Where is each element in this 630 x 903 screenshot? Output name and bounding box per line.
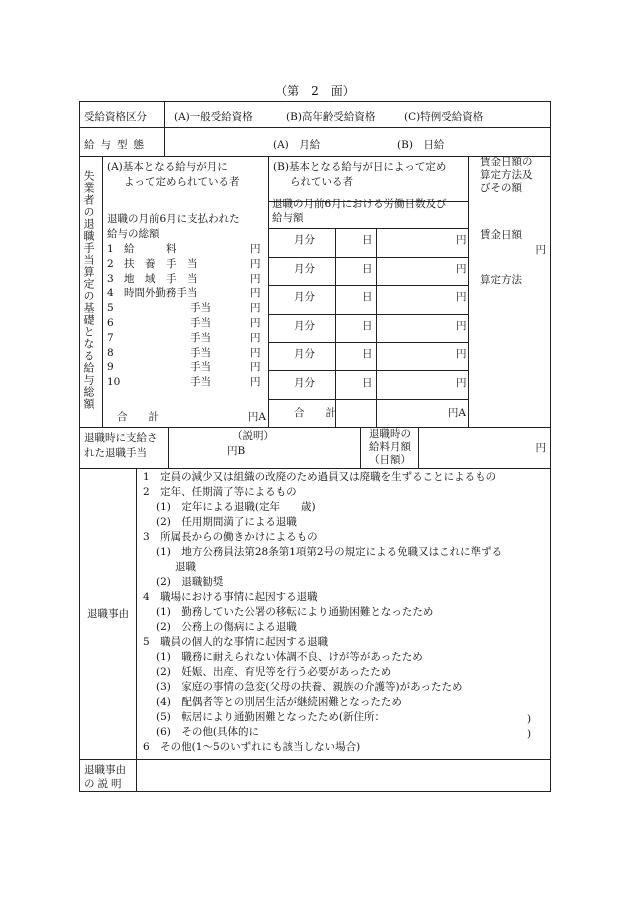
qualification-option-b: (B)高年齢受給資格 (286, 111, 376, 123)
col-b-month: 月分 (294, 348, 315, 361)
col-a-item-number: 5 (107, 302, 114, 315)
reason-line: (1) 地方公務員法第28条第1項第2号の規定による免職又はこれに準ずる (156, 546, 503, 558)
wage-daily-unit: 円 (535, 244, 546, 256)
col-a-item-name: 扶 養 手 当 (124, 257, 198, 270)
col-a-item-name: 時間外勤務手当 (124, 287, 198, 300)
qualification-option-c: (C)特例受給資格 (404, 111, 484, 123)
col-b-header-line2: られている者 (290, 176, 353, 188)
reason-line: (3) 家庭の事情の急変(父母の扶養、親族の介護等)があったため (156, 681, 463, 693)
col-a-item-number: 3 (107, 272, 114, 285)
col-b-header-line1: (B)基本となる給与が日によって定め (273, 161, 447, 173)
col-a-item-number: 6 (107, 317, 114, 329)
reason-line: (1) 勤務していた公署の移転により通勤困難となったため (156, 606, 434, 618)
col-b-yen: 円 (456, 348, 467, 361)
page-title: （第 2 面） (275, 84, 355, 98)
col-b-total-label: 合 計 (294, 407, 336, 419)
col-b-intro-line2: 給与額 (272, 212, 304, 224)
col-b-total-unit: 円A (447, 407, 466, 419)
retirement-pay-label-line2: れた退職手当 (84, 447, 147, 459)
col-b-day: 日 (362, 348, 373, 361)
col-b-day: 日 (362, 291, 373, 304)
col-b-day: 日 (362, 319, 373, 332)
reason-line: 2 定年、任期満了等によるもの (143, 486, 297, 498)
reasons-label: 退職事由 (87, 608, 129, 620)
col-a-item-unit: 円 (250, 376, 261, 389)
col-b-yen: 円 (456, 377, 467, 389)
col-b-yen: 円 (456, 291, 467, 304)
col-a-item-unit: 円 (250, 243, 261, 255)
col-a-item-number: 9 (107, 361, 114, 374)
col-a-item-name: 手当 (190, 317, 211, 329)
col-a-item-number: 7 (107, 331, 114, 344)
monthly-unit: 円 (535, 442, 546, 454)
reason-explanation-label-line2: の説明 (84, 778, 125, 790)
col-a-total-unit: 円A (247, 411, 266, 423)
reason-line: 6 その他(1～5のいずれにも該当しない場合) (143, 741, 361, 753)
reason-close-paren-5: ) (527, 713, 532, 725)
reason-close-paren-6: ) (527, 728, 532, 740)
qualification-option-a: (A)一般受給資格 (174, 111, 253, 123)
reason-line: 4 職場における事情に起因する退職 (143, 591, 318, 603)
monthly-label-line1: 退職時の (369, 428, 411, 440)
retirement-pay-unit-b: 円B (227, 445, 246, 457)
col-a-header-line2: よって定められている者 (124, 176, 240, 188)
col-b-yen: 円 (456, 262, 467, 275)
calc-method-label: 算定方法 (480, 274, 522, 286)
monthly-label-line3: （日額） (369, 454, 411, 466)
col-b-intro-line1: 退職の月前6月における労働日数及び (272, 198, 447, 210)
reason-line: 1 定員の減少又は組織の改廃のため過員又は廃職を生ずることによるもの (143, 471, 497, 483)
reason-explanation-label-line1: 退職事由 (84, 764, 126, 776)
col-a-item-name: 手当 (190, 346, 211, 359)
reason-line: (1) 定年による退職(定年 歳) (156, 501, 316, 513)
col-a-item-unit: 円 (250, 331, 261, 344)
col-b-month: 月分 (294, 319, 315, 332)
reason-line: (1) 職務に耐えられない体調不良、けが等があったため (156, 651, 423, 663)
wage-daily-label: 賃金日額 (480, 229, 522, 241)
reason-line: (2) 任用期間満了による退職 (156, 516, 297, 528)
col-a-item-unit: 円 (250, 361, 261, 374)
reason-line: (6) その他(具体的に (156, 726, 259, 738)
col-a-item-name: 手当 (190, 331, 211, 344)
col-a-item-unit: 円 (250, 287, 261, 300)
qualification-label: 受給資格区分 (84, 111, 147, 123)
col-a-item-unit: 円 (250, 257, 261, 270)
col-c-header-line1: 賃金日額の (480, 156, 533, 168)
col-b-day: 日 (362, 377, 373, 389)
col-c-header-line2: 算定方法及 (480, 169, 533, 181)
reason-line: (2) 妊娠、出産、育児等を行う必要があったため (156, 666, 392, 678)
reason-line: 5 職員の個人的な事情に起因する退職 (143, 636, 329, 648)
col-a-item-number: 4 (107, 287, 114, 300)
monthly-label-line2: 給料月額 (369, 441, 411, 453)
col-a-header-line1: (A)基本となる給与が月に (107, 161, 228, 173)
reason-line: (5) 転居により通勤困難となったため(新住所： (156, 711, 385, 723)
col-a-item-number: 1 (107, 243, 114, 255)
col-a-intro-line2: 給与の総額 (107, 228, 160, 240)
col-a-item-number: 10 (107, 376, 121, 389)
col-b-yen: 円 (456, 319, 467, 332)
col-a-item-unit: 円 (250, 317, 261, 329)
col-a-item-name: 地 域 手 当 (124, 272, 198, 285)
retirement-pay-label-line1: 退職時に支給さ (84, 432, 158, 444)
col-b-month: 月分 (294, 234, 315, 246)
reason-line: (2) 公務上の傷病による退職 (156, 621, 297, 633)
basis-side-label: 失業者の退職手当算定の基礎となる給与総額 (82, 170, 95, 410)
col-a-item-number: 8 (107, 346, 114, 359)
col-a-item-number: 2 (107, 257, 114, 270)
col-b-day: 日 (362, 234, 373, 246)
col-c-header-line3: びその額 (480, 182, 522, 194)
pay-form-option-b: (B) 日給 (397, 139, 445, 151)
col-b-month: 月分 (294, 291, 315, 304)
col-a-item-unit: 円 (250, 272, 261, 285)
col-a-total-label: 合 計 (117, 411, 159, 423)
retirement-pay-explanation: （説明） (232, 430, 274, 442)
reason-line: 3 所属長からの働きかけによるもの (143, 531, 318, 543)
reason-line: (4) 配偶者等との別居生活が継続困難となったため (156, 696, 402, 708)
col-b-month: 月分 (294, 262, 315, 275)
pay-form-option-a: (A) 月給 (273, 139, 321, 151)
col-b-month: 月分 (294, 377, 315, 389)
col-a-intro-line1: 退職の月前6月に支払われた (107, 213, 240, 225)
pay-form-label: 給与型態 (84, 139, 150, 151)
col-a-item-unit: 円 (250, 346, 261, 359)
reason-line: 退職 (175, 561, 196, 573)
col-a-item-name: 手当 (190, 361, 211, 374)
col-b-yen: 円 (456, 234, 467, 246)
col-a-item-name: 給 料 (124, 243, 177, 255)
col-b-day: 日 (362, 262, 373, 275)
col-a-item-name: 手当 (190, 302, 211, 315)
col-a-item-name: 手当 (190, 376, 211, 389)
col-a-item-unit: 円 (250, 302, 261, 315)
reason-line: (2) 退職勧奨 (156, 576, 224, 588)
